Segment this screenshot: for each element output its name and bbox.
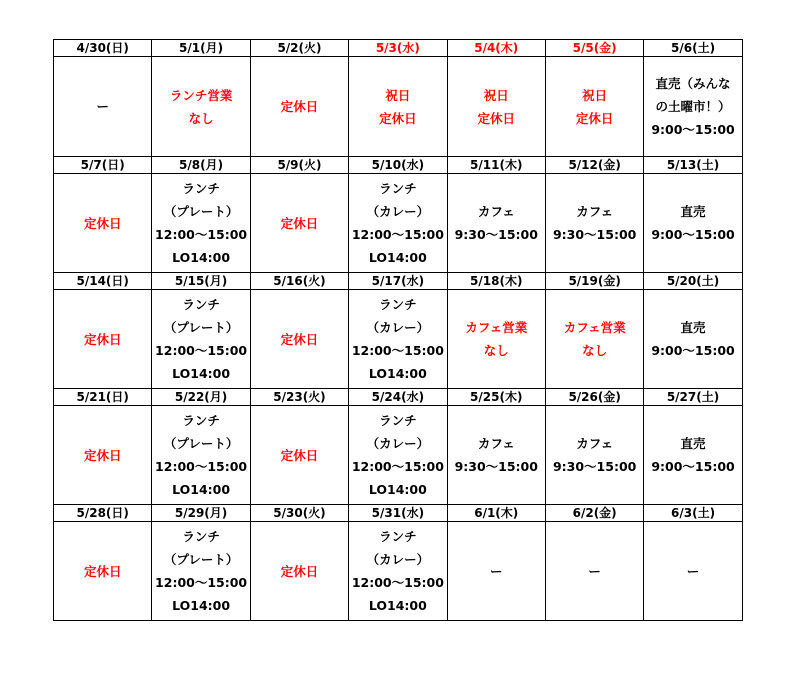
- day-date-label: 5/3(水): [375, 41, 420, 55]
- day-content-cell: [250, 57, 348, 157]
- day-content-cell: [644, 406, 742, 505]
- day-date-label: 5/1(月): [179, 41, 224, 55]
- day-date-cell: [250, 389, 348, 406]
- day-date-label: 5/31(水): [371, 506, 425, 520]
- day-schedule-text: ランチ （プレート） 12:00～15:00 LO14:00: [155, 413, 248, 497]
- day-date-label: 5/10(水): [371, 158, 425, 172]
- day-date-cell: [349, 505, 447, 522]
- day-schedule-text: 定休日: [83, 447, 122, 463]
- day-schedule-text: カフェ営業 なし: [465, 320, 528, 358]
- day-date-label: 6/3(土): [671, 506, 716, 520]
- schedule-calendar: [53, 39, 743, 621]
- day-content-cell: [250, 522, 348, 621]
- day-content-cell: [644, 290, 742, 389]
- day-date-cell: [644, 389, 742, 406]
- day-content-cell: [152, 174, 250, 273]
- day-date-cell: [644, 157, 742, 174]
- day-content-cell: [447, 57, 545, 157]
- week-content-row: [54, 57, 743, 157]
- day-schedule-text: ランチ （プレート） 12:00～15:00 LO14:00: [155, 297, 248, 381]
- day-date-cell: [54, 273, 152, 290]
- day-content-cell: [545, 174, 643, 273]
- day-content-cell: [250, 290, 348, 389]
- day-date-label: 5/8(月): [179, 158, 224, 172]
- day-date-label: 5/28(日): [76, 506, 129, 520]
- day-content-cell: [644, 174, 742, 273]
- day-schedule-text: 祝日 定休日: [379, 87, 417, 126]
- day-date-label: 6/1(木): [474, 506, 519, 520]
- day-date-cell: [349, 40, 447, 57]
- day-date-label: 5/27(土): [666, 390, 720, 404]
- day-content-cell: [152, 406, 250, 505]
- day-schedule-text: 定休日: [83, 563, 122, 579]
- day-date-cell: [250, 505, 348, 522]
- day-date-label: 5/20(土): [666, 274, 720, 288]
- day-content-cell: [447, 174, 545, 273]
- day-date-label: 5/7(日): [80, 158, 125, 172]
- day-schedule-text: カフェ 9:30～15:00: [552, 436, 637, 474]
- day-date-label: 5/16(火): [273, 274, 326, 288]
- day-date-label: 5/24(水): [371, 390, 425, 404]
- day-content-cell: [349, 522, 447, 621]
- day-content-cell: [644, 57, 742, 157]
- day-date-cell: [545, 505, 643, 522]
- week-date-row: [54, 273, 743, 290]
- day-date-cell: [152, 389, 250, 406]
- day-date-cell: [250, 273, 348, 290]
- day-date-label: 6/2(金): [572, 506, 617, 520]
- day-schedule-text: ランチ営業 なし: [169, 87, 233, 126]
- week-content-row: [54, 406, 743, 505]
- day-schedule-text: ー: [96, 99, 109, 114]
- day-date-cell: [644, 273, 742, 290]
- day-schedule-text: 直売 9:00～15:00: [651, 204, 735, 242]
- day-date-cell: [349, 389, 447, 406]
- day-schedule-text: 定休日: [280, 215, 319, 231]
- day-date-cell: [447, 273, 545, 290]
- day-date-label: 5/22(月): [174, 390, 228, 404]
- day-date-label: 5/23(火): [273, 390, 326, 404]
- day-date-label: 5/19(金): [568, 274, 621, 288]
- day-date-label: 5/6(土): [671, 41, 716, 55]
- day-date-label: 5/12(金): [568, 158, 621, 172]
- day-date-cell: [545, 273, 643, 290]
- day-date-cell: [250, 157, 348, 174]
- day-date-cell: [54, 157, 152, 174]
- day-schedule-text: 祝日 定休日: [477, 87, 516, 126]
- day-content-cell: [54, 290, 152, 389]
- day-schedule-text: カフェ 9:30～15:00: [454, 204, 538, 242]
- day-date-label: 5/21(日): [76, 390, 129, 404]
- day-schedule-text: 直売 9:00～15:00: [651, 436, 735, 474]
- day-schedule-text: ランチ （カレー） 12:00～15:00 LO14:00: [351, 529, 444, 613]
- day-date-label: 5/15(月): [174, 274, 228, 288]
- day-schedule-text: ー: [490, 563, 503, 579]
- day-date-label: 5/9(火): [277, 158, 322, 172]
- day-date-label: 5/2(火): [277, 41, 322, 55]
- day-date-label: 5/30(火): [273, 506, 326, 520]
- day-schedule-text: ー: [588, 563, 601, 579]
- day-date-label: 5/25(木): [470, 390, 523, 404]
- day-schedule-text: 定休日: [280, 99, 319, 114]
- day-content-cell: [545, 57, 643, 157]
- day-content-cell: [250, 174, 348, 273]
- week-date-row: [54, 505, 743, 522]
- day-date-cell: [250, 40, 348, 57]
- day-content-cell: [152, 57, 250, 157]
- week-date-row: [54, 389, 743, 406]
- week-content-row: [54, 290, 743, 389]
- day-schedule-text: 定休日: [83, 331, 122, 347]
- day-date-label: 5/29(月): [174, 506, 228, 520]
- day-schedule-text: 祝日 定休日: [575, 87, 614, 126]
- week-date-row: [54, 157, 743, 174]
- day-date-cell: [644, 505, 742, 522]
- day-schedule-text: ランチ （カレー） 12:00～15:00 LO14:00: [351, 413, 444, 497]
- day-date-label: 5/13(土): [666, 158, 720, 172]
- day-date-cell: [152, 273, 250, 290]
- day-date-label: 5/5(金): [572, 41, 617, 55]
- day-content-cell: [54, 174, 152, 273]
- day-content-cell: [349, 57, 447, 157]
- day-content-cell: [349, 174, 447, 273]
- day-content-cell: [545, 290, 643, 389]
- day-date-label: 5/18(木): [470, 274, 523, 288]
- day-content-cell: [545, 522, 643, 621]
- day-content-cell: [545, 406, 643, 505]
- day-date-cell: [349, 273, 447, 290]
- day-content-cell: [644, 522, 742, 621]
- day-date-cell: [54, 389, 152, 406]
- day-schedule-text: カフェ 9:30～15:00: [552, 204, 637, 242]
- day-date-label: 4/30(日): [76, 41, 129, 55]
- day-date-cell: [152, 40, 250, 57]
- day-date-cell: [152, 505, 250, 522]
- day-schedule-text: カフェ営業 なし: [563, 320, 626, 358]
- day-content-cell: [54, 522, 152, 621]
- calendar-body: [54, 40, 743, 621]
- day-date-label: 5/14(日): [76, 274, 129, 288]
- day-date-cell: [447, 40, 545, 57]
- day-content-cell: [349, 406, 447, 505]
- day-schedule-text: ー: [686, 563, 700, 579]
- day-content-cell: [250, 406, 348, 505]
- day-date-label: 5/26(金): [568, 390, 621, 404]
- week-content-row: [54, 174, 743, 273]
- day-content-cell: [349, 290, 447, 389]
- day-schedule-text: ランチ （プレート） 12:00～15:00 LO14:00: [155, 529, 248, 613]
- day-date-label: 5/17(水): [371, 274, 425, 288]
- day-schedule-text: 定休日: [280, 563, 319, 579]
- day-content-cell: [447, 290, 545, 389]
- day-schedule-text: 直売 9:00～15:00: [651, 320, 735, 358]
- day-date-cell: [545, 389, 643, 406]
- day-schedule-text: ランチ （プレート） 12:00～15:00 LO14:00: [155, 181, 248, 265]
- day-date-cell: [447, 157, 545, 174]
- day-schedule-text: 定休日: [280, 331, 319, 347]
- day-date-cell: [545, 157, 643, 174]
- day-date-label: 5/11(木): [470, 158, 523, 172]
- day-date-cell: [545, 40, 643, 57]
- day-date-cell: [644, 40, 742, 57]
- day-date-cell: [54, 505, 152, 522]
- week-content-row: [54, 522, 743, 621]
- day-date-cell: [54, 40, 152, 57]
- day-content-cell: [54, 57, 152, 157]
- day-content-cell: [54, 406, 152, 505]
- day-date-cell: [447, 389, 545, 406]
- day-schedule-text: カフェ 9:30～15:00: [454, 436, 538, 474]
- week-date-row: [54, 40, 743, 57]
- day-content-cell: [152, 290, 250, 389]
- day-date-cell: [152, 157, 250, 174]
- day-schedule-text: 直売（みんな の土曜市！） 9:00～15:00: [651, 76, 735, 137]
- day-date-cell: [447, 505, 545, 522]
- day-schedule-text: 定休日: [83, 215, 122, 231]
- day-schedule-text: ランチ （カレー） 12:00～15:00 LO14:00: [351, 181, 444, 265]
- day-content-cell: [447, 522, 545, 621]
- day-schedule-text: 定休日: [280, 447, 319, 463]
- day-date-cell: [349, 157, 447, 174]
- day-content-cell: [447, 406, 545, 505]
- day-date-label: 5/4(木): [474, 41, 519, 55]
- day-schedule-text: ランチ （カレー） 12:00～15:00 LO14:00: [351, 297, 444, 381]
- day-content-cell: [152, 522, 250, 621]
